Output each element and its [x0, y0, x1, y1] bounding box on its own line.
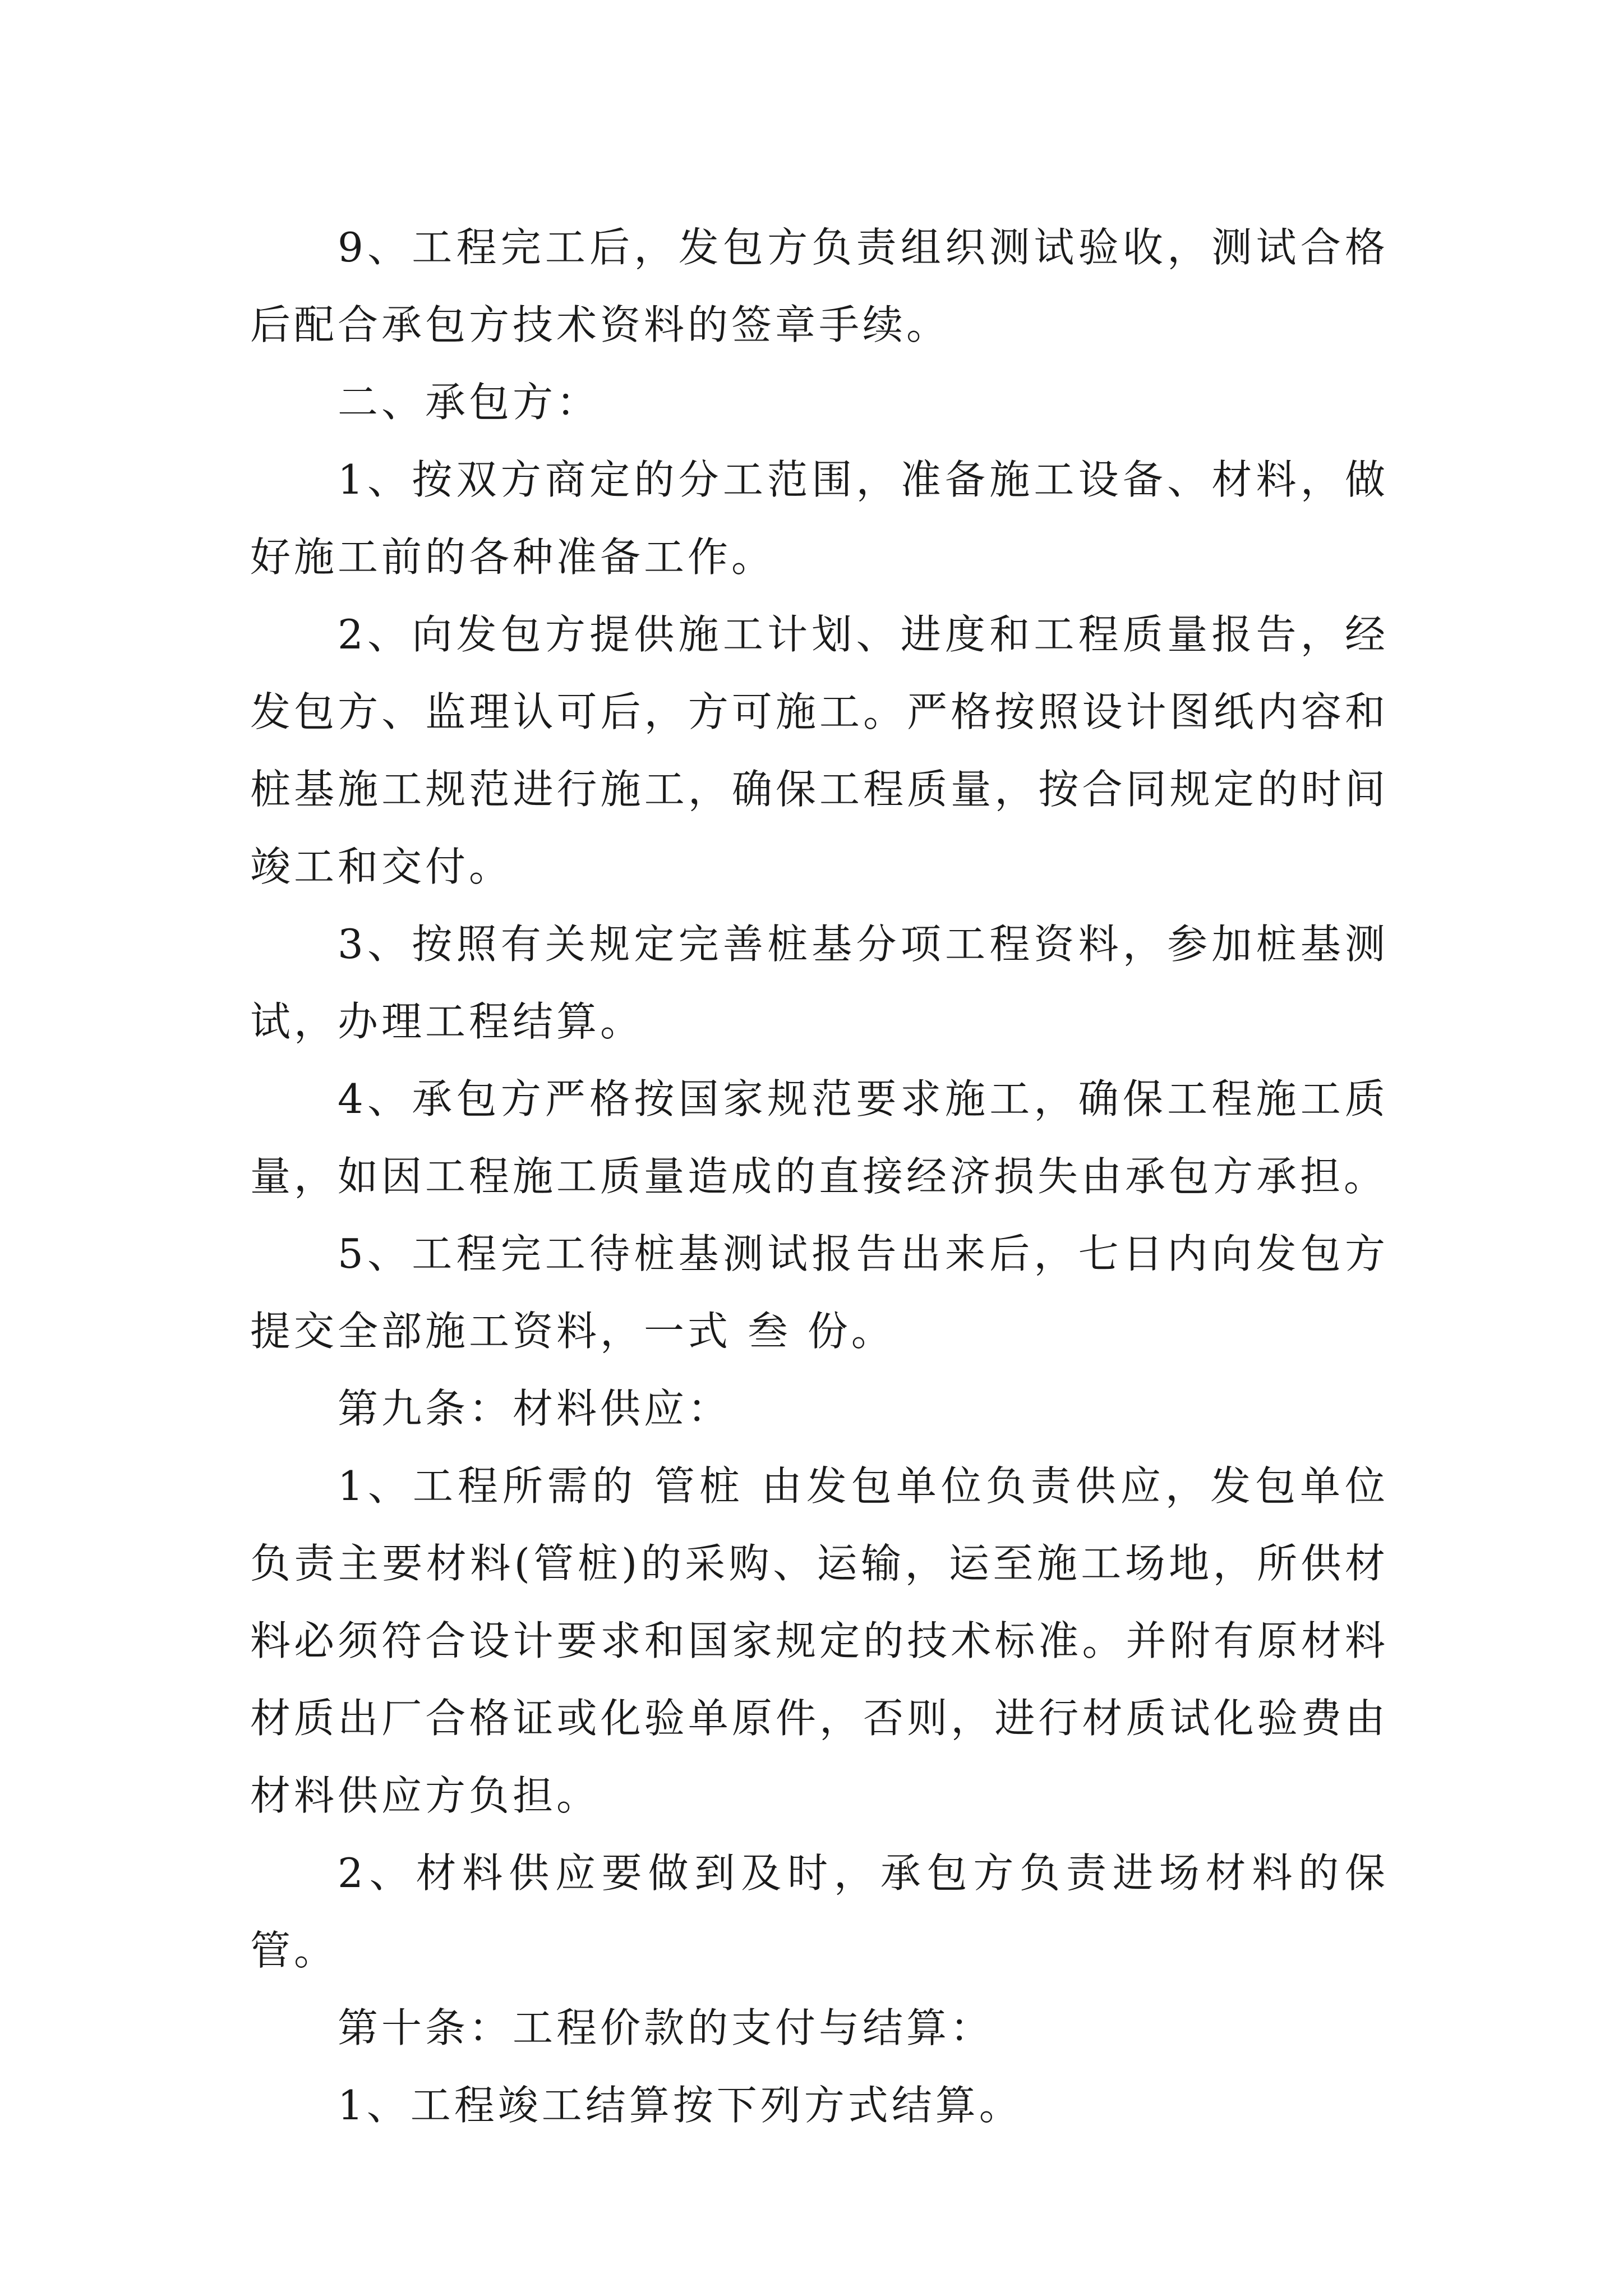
paragraph-contractor-1: 1、按双方商定的分工范围，准备施工设备、材料，做好施工前的各种准备工作。: [250, 456, 1389, 581]
paragraph-contractor-4: 4、承包方严格按国家规范要求施工，确保工程施工质量，如因工程施工质量造成的直接经济损失由承包方承担。: [250, 1075, 1389, 1200]
paragraph-supply-2: 2、材料供应要做到及时，承包方负责进场材料的保管。: [250, 1849, 1389, 1974]
heading-article-9: 第九条：材料供应：: [338, 1385, 732, 1432]
paragraph-contractor-3: 3、按照有关规定完善桩基分项工程资料，参加桩基测试，办理工程结算。: [250, 921, 1389, 1045]
paragraph-contractor-5: 5、工程完工待桩基测试报告出来后，七日内向发包方提交全部施工资料，一式 叁 份。: [250, 1230, 1389, 1355]
paragraph-supply-1: 1、工程所需的 管桩 由发包单位负责供应，发包单位负责主要材料(管桩)的采购、运输，运至施工场地，所供材料必须符合设计要求和国家规定的技术标准。并附有原材料材质出厂合格证或化验单原件，否则，进行材质试化验费由材料供应方负担。: [250, 1462, 1389, 1819]
paragraph-contractor-2: 2、向发包方提供施工计划、进度和工程质量报告，经发包方、监理认可后，方可施工。严格按照设计图纸内容和桩基施工规范进行施工，确保工程质量，按合同规定的时间竣工和交付。: [250, 611, 1389, 890]
heading-contractor: 二、承包方：: [338, 379, 601, 426]
paragraph-payment-1: 1、工程竣工结算按下列方式结算。: [338, 2082, 1023, 2129]
document-body: [250, 209, 1389, 2144]
heading-article-10: 第十条：工程价款的支付与结算：: [338, 2004, 994, 2051]
paragraph-clause-9: 9、工程完工后，发包方负责组织测试验收，测试合格后配合承包方技术资料的签章手续。: [250, 224, 1389, 348]
